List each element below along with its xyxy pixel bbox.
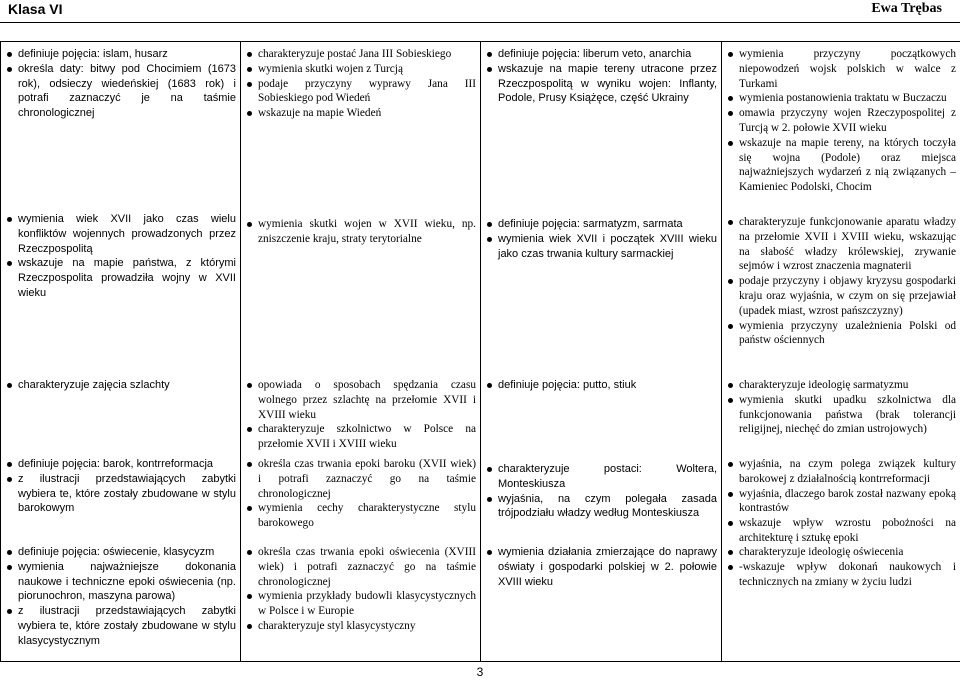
requirement-item: charakteryzuje funkcjonowanie aparatu władzy na przełomie XVII i XVIII wieku, wskazując na słabość władzy królewskiej, zrywanie sejmów i wzrost znaczenia magnaterii <box>728 215 956 274</box>
requirement-group <box>247 457 476 531</box>
requirement-item: charakteryzuje styl klasycystyczny <box>247 619 476 634</box>
requirement-item: wymienia działania zmierzające do naprawy oświaty i gospodarki polskiej w 2. połowie XVIII wieku <box>487 545 717 589</box>
requirement-item: definiuje pojęcia: sarmatyzm, sarmata <box>487 217 717 232</box>
requirement-item: określa czas trwania epoki baroku (XVII wiek) i potrafi zaznaczyć go na taśmie chronologicznej <box>247 457 476 501</box>
requirement-item: wymienia skutki wojen w XVII wieku, np. zniszczenie kraju, straty terytorialne <box>247 217 476 247</box>
requirement-item: wymienia najważniejsze dokonania naukowe i techniczne epoki oświecenia (np. piorunochron, maszyna parowa) <box>7 560 236 604</box>
requirement-item: wymienia przyczyny początkowych niepowodzeń wojsk polskich w walce z Turkami <box>728 47 956 91</box>
requirement-group <box>7 545 236 649</box>
requirement-item: wskazuje wpływ wzrostu pobożności na architekturę i sztukę epoki <box>728 516 956 546</box>
requirement-item: wskazuje na mapie tereny utracone przez Rzeczpospolitą w wyniku wojen: Inflanty, Podole, Prusy Książęce, część Ukrainy <box>487 62 717 106</box>
requirement-item: wyjaśnia, na czym polegała zasada trójpodziału władzy według Monteskiusza <box>487 492 717 522</box>
requirement-group <box>487 545 717 589</box>
requirement-group <box>487 378 717 393</box>
requirement-item: wymienia skutki wojen z Turcją <box>247 62 476 77</box>
requirement-item: definiuje pojęcia: oświecenie, klasycyzm <box>7 545 236 560</box>
requirement-item: wskazuje na mapie Wiedeń <box>247 106 476 121</box>
column-3-cell <box>481 42 722 662</box>
requirement-group <box>7 378 236 393</box>
requirement-item: definiuje pojęcia: islam, husarz <box>7 47 236 62</box>
requirement-group <box>487 47 717 106</box>
requirement-item: wskazuje na mapie tereny, na których toczyła się wojna (Podole) oraz miejsca najważniejszych wydarzeń z nią związanych – Kamieniec Podolski, Chocim <box>728 136 956 195</box>
requirement-item: charakteryzuje szkolnictwo w Polsce na przełomie XVII i XVIII wieku <box>247 422 476 452</box>
requirement-group <box>728 378 956 437</box>
requirement-item: definiuje pojęcia: barok, kontrreformacja <box>7 457 236 472</box>
requirement-item: charakteryzuje ideologię sarmatyzmu <box>728 378 956 393</box>
column-1-cell <box>1 42 241 662</box>
requirement-group <box>728 47 956 195</box>
requirement-group <box>728 215 956 348</box>
requirement-group <box>728 457 956 546</box>
requirement-item: wyjaśnia, dlaczego barok został nazwany epoką kontrastów <box>728 487 956 517</box>
requirement-group <box>7 457 236 516</box>
author-name: Ewa Trębas <box>871 1 942 16</box>
page-number: 3 <box>476 665 484 679</box>
column-4-cell <box>722 42 960 662</box>
column-2-cell <box>241 42 481 662</box>
requirement-item: wymienia przykłady budowli klasycystycznych w Polsce i w Europie <box>247 589 476 619</box>
requirement-item: -wskazuje wpływ dokonań naukowych i technicznych na zmiany w życiu ludzi <box>728 560 956 590</box>
requirement-item: wskazuje na mapie państwa, z którymi Rzeczpospolita prowadziła wojny w XVII wieku <box>7 256 236 300</box>
requirement-item: wymienia wiek XVII jako czas wielu konfliktów wojennych prowadzonych przez Rzeczpospolitą <box>7 212 236 256</box>
requirement-item: wymienia postanowienia traktatu w Buczaczu <box>728 91 956 106</box>
header-rule <box>0 22 960 23</box>
requirement-group <box>247 378 476 452</box>
requirement-item: z ilustracji przedstawiających zabytki wybiera te, które zostały zbudowane w stylu klasycystycznym <box>7 604 236 648</box>
requirement-group <box>487 217 717 261</box>
requirement-item: charakteryzuje postać Jana III Sobieskiego <box>247 47 476 62</box>
requirement-item: wymienia cechy charakterystyczne stylu barokowego <box>247 501 476 531</box>
requirement-group <box>7 47 236 121</box>
requirement-group <box>7 212 236 301</box>
requirement-item: z ilustracji przedstawiających zabytki wybiera te, które zostały zbudowane w stylu barokowym <box>7 472 236 516</box>
requirements-table <box>0 41 960 662</box>
requirement-item: wyjaśnia, na czym polega związek kultury barokowej z działalnością kontrreformacji <box>728 457 956 487</box>
requirement-item: charakteryzuje ideologię oświecenia <box>728 545 956 560</box>
requirement-item: określa czas trwania epoki oświecenia (XVIII wiek) i potrafi zaznaczyć go na taśmie chronologicznej <box>247 545 476 589</box>
requirement-item: wymienia skutki upadku szkolnictwa dla funkcjonowania państwa (brak tolerancji religijnej, niechęć do zmian ustrojowych) <box>728 393 956 437</box>
requirement-group <box>247 545 476 634</box>
requirement-group <box>247 47 476 121</box>
requirement-item: charakteryzuje zajęcia szlachty <box>7 378 236 393</box>
page-header <box>0 0 960 22</box>
requirement-item: wymienia wiek XVII i początek XVIII wieku jako czas trwania kultury sarmackiej <box>487 232 717 262</box>
requirement-item: podaje przyczyny i objawy kryzysu gospodarki kraju oraz wyjaśnia, w czym on się przejawiał (upadek miast, wzrost pańszczyzny) <box>728 274 956 318</box>
requirement-item: charakteryzuje postaci: Woltera, Monteskiusza <box>487 462 717 492</box>
table-row <box>1 42 960 662</box>
requirement-item: wymienia przyczyny uzależnienia Polski od państw ościennych <box>728 319 956 349</box>
class-label: Klasa VI <box>8 1 63 17</box>
requirement-item: określa daty: bitwy pod Chocimiem (1673 rok), odsieczy wiedeńskiej (1683 rok) i potrafi zaznaczyć je na taśmie chronologicznej <box>7 62 236 121</box>
requirement-item: omawia przyczyny wojen Rzeczypospolitej z Turcją w 2. połowie XVII wieku <box>728 106 956 136</box>
requirement-group <box>487 462 717 521</box>
requirement-item: definiuje pojęcia: putto, stiuk <box>487 378 717 393</box>
requirement-group <box>728 545 956 589</box>
requirement-item: definiuje pojęcia: liberum veto, anarchia <box>487 47 717 62</box>
requirement-item: opowiada o sposobach spędzania czasu wolnego przez szlachtę na przełomie XVII i XVIII wieku <box>247 378 476 422</box>
requirement-item: podaje przyczyny wyprawy Jana III Sobieskiego pod Wiedeń <box>247 77 476 107</box>
requirement-group <box>247 217 476 247</box>
